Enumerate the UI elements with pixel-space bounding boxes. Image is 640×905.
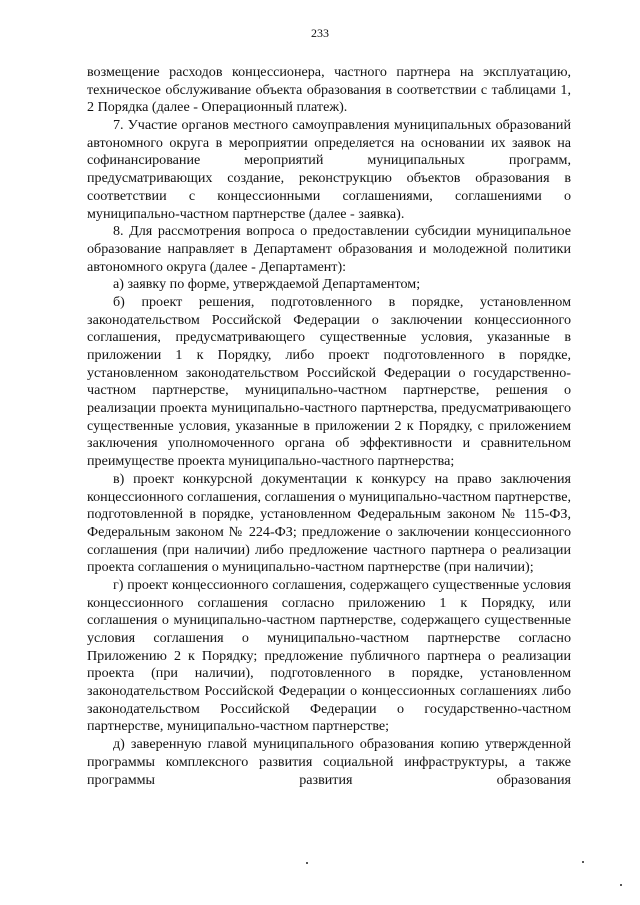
paragraph-continued: возмещение расходов концессионера, частного партнера на эксплуатацию, техническое обслуживание объекта образования в соответствии с таблицами 1, 2 Порядка (далее - Операционный платеж). [87,64,571,116]
paragraph-8g: г) проект концессионного соглашения, содержащего существенные условия концессионного соглашения согласно приложению 1 к Порядку, или соглашения о муниципально-частном партнерстве, содержащего существенные условия соглашения о муниципально-частном партнерстве согласно Приложению 2 к Порядку; предложение публичного партнера о реализации проекта (при наличии), подготовленного в порядке, установленном законодательством Российской Федерации о концессионных соглашениях либо законодательством Российской Федерации о государственно-частном партнерстве, муниципально-частном партнерстве; [87,576,571,735]
scan-speck [620,884,622,886]
paragraph-8d: д) заверенную главой муниципального образования копию утвержденной программы комплексного развития социальной инфраструктуры, а также программы развития образования [87,736,571,788]
page-number: 233 [311,26,329,40]
paragraph-8b: б) проект решения, подготовленного в порядке, установленном законодательством Российской Федерации о заключении концессионного соглашения, предусматривающего существенные условия, указанные в приложении 1 к Порядку, либо проект подготовленного в порядке, установленном законодательством Российской Федерации о государственно-частном партнерстве, муниципально-частном партнерстве, решения о реализации проекта муниципально-частного партнерства, предусматривающего существенные условия, указанные в приложении 2 к Порядку, с приложением заключения уполномоченного органа об эффективности и сравнительном преимуществе проекта муниципально-частного партнерства; [87,293,571,470]
paragraph-8a: а) заявку по форме, утверждаемой Департаментом; [113,276,421,293]
scan-speck [582,861,584,863]
scan-speck [306,862,308,864]
paragraph-8: 8. Для рассмотрения вопроса о предоставлении субсидии муниципальное образование направляет в Департамент образования и молодежной политики автономного округа (далее - Департамент): [87,223,571,275]
paragraph-7: 7. Участие органов местного самоуправления муниципальных образований автономного округа в мероприятии определяется на основании их заявок на софинансирование мероприятий муниципальных программ, предусматривающих создание, реконструкцию объектов образования в соответствии с концессионными соглашениями, соглашениями о муниципально-частном партнерстве (далее - заявка). [87,117,571,222]
paragraph-8v: в) проект конкурсной документации к конкурсу на право заключения концессионного соглашения, соглашения о муниципально-частном партнерстве, подготовленной в порядке, установленном Федеральным законом № 115-ФЗ, Федеральным законом № 224-ФЗ; предложение о заключении концессионного соглашения (при наличии) либо предложение частного партнера о реализации проекта соглашения о муниципально-частном партнерстве (при наличии); [87,470,571,576]
document-body [87,64,571,789]
